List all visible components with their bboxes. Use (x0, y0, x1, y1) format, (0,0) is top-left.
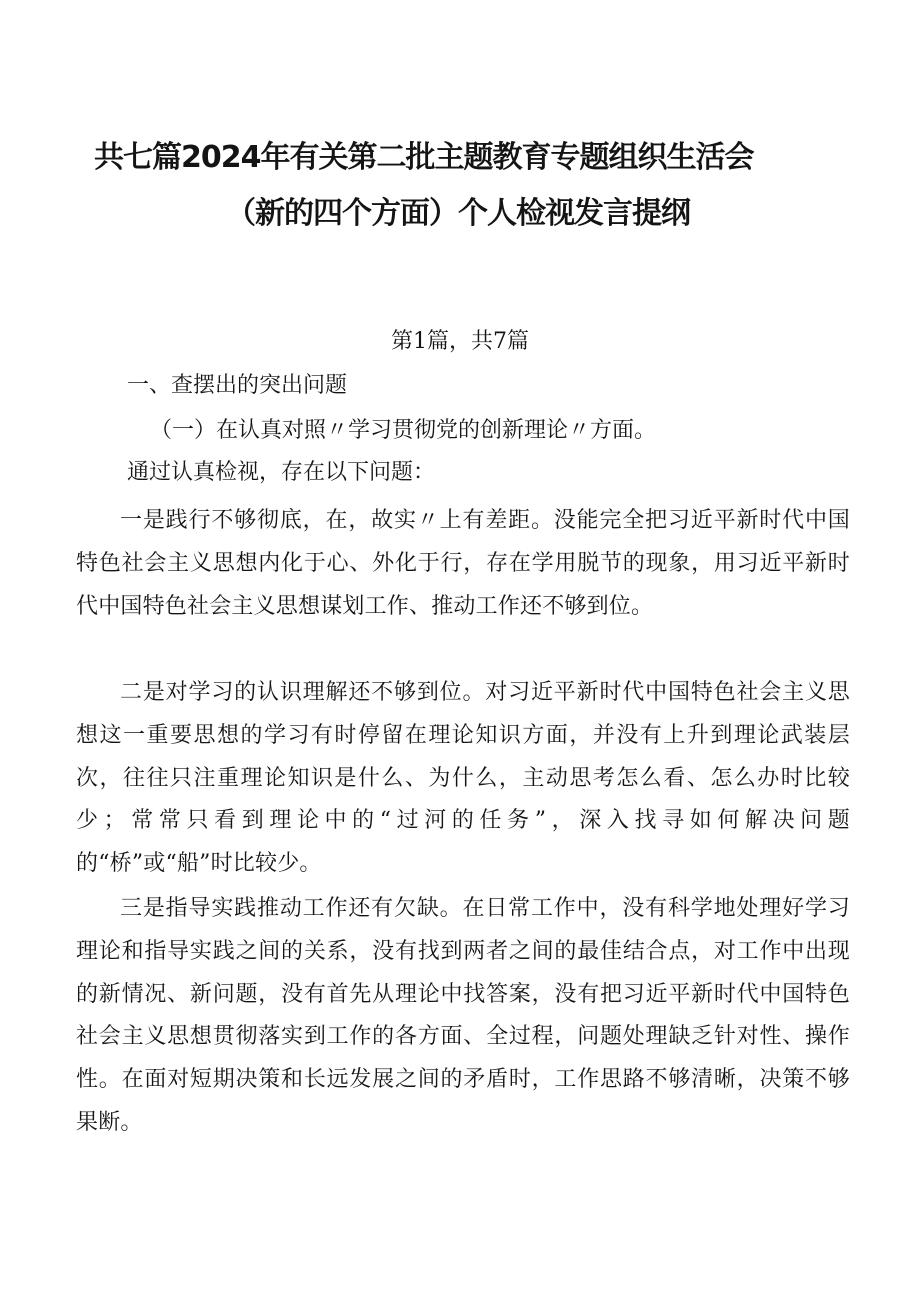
document-title-line-2: （新的四个方面）个人检视发言提纲 (226, 196, 690, 231)
document-title-line-1: 共七篇2024年有关第二批主题教育专题组织生活会 (94, 140, 754, 175)
section-heading: 一、查摆出的突出问题 (127, 373, 348, 398)
paragraph-problem-3: 三是指导实践推动工作还有欠缺。在日常工作中，没有科学地处理好学习理论和指导实践之间的关系，没有找到两者之间的最佳结合点，对工作中出现的新情况、新问题，没有首先从理论中找答案，没有把习近平新时代中国特色社会主义思想贯彻落实到工作的各方面、全过程，问题处理缺乏针对性、操作性。在面对短期决策和长远发展之间的矛盾时，工作思路不够清晰，决策不够果断。 (76, 896, 850, 1135)
subsection-heading: （一）在认真对照〃学习贯彻党的创新理论〃方面。 (150, 418, 657, 443)
paragraph-problem-1: 一是践行不够彻底，在，故实〃上有差距。没能完全把习近平新时代中国特色社会主义思想内化于心、外化于行，存在学用脱节的现象，用习近平新时代中国特色社会主义思想谋划工作、推动工作还不够到位。 (76, 508, 850, 619)
part-indicator: 第1篇，共7篇 (391, 329, 529, 354)
intro-text: 通过认真检视，存在以下问题： (127, 460, 436, 485)
paragraph-problem-2: 二是对学习的认识理解还不够到位。对习近平新时代中国特色社会主义思想这一重要思想的学习有时停留在理论知识方面，并没有上升到理论武装层次，往往只注重理论知识是什么、为什么，主动思考怎么看、怎么办时比较少；常常只看到理论中的“过河的任务”，深入找寻如何解决问题的“桥”或“船”时比较少。 (76, 680, 850, 877)
